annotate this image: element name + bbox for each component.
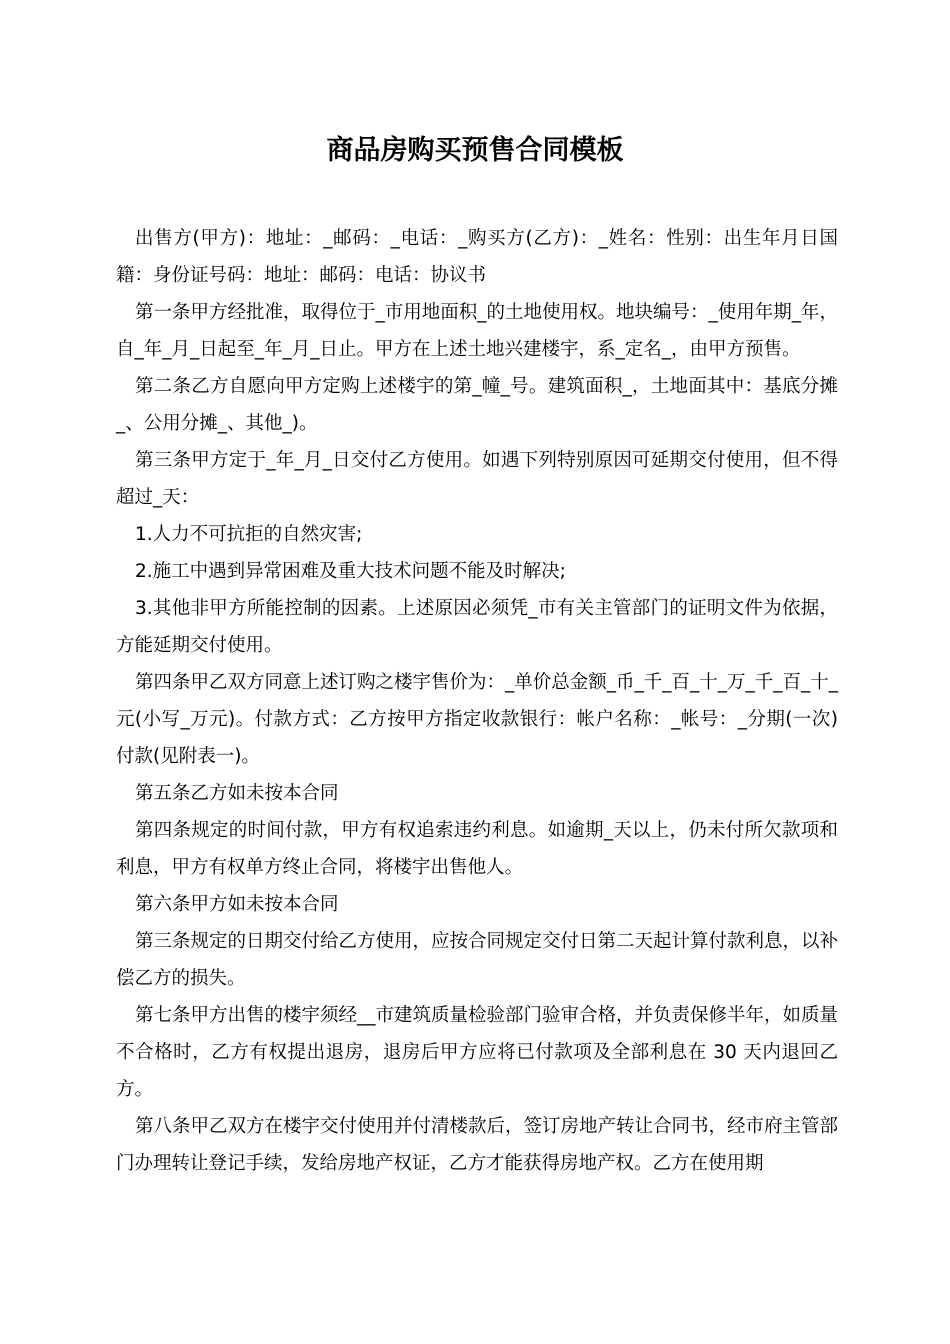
paragraph-article-5-heading: 第五条乙方如未按本合同 xyxy=(135,783,339,804)
paragraph-article-6-heading: 第六条甲方如未按本合同 xyxy=(135,894,339,915)
paragraph-article-3: 第三条甲方定于_年_月_日交付乙方使用。如遇下列特别原因可延期交付使用，但不得超过_天： xyxy=(116,450,838,508)
paragraph-article-6-body: 第三条规定的日期交付给乙方使用，应按合同规定交付日第二天起计算付款利息，以补偿乙方的损失。 xyxy=(116,931,839,989)
paragraph-article-7: 第七条甲方出售的楼宇须经__市建筑质量检验部门验审合格，并负责保修半年，如质量不合格时，乙方有权提出退房，退房后甲方应将已付款项及全部利息在 30 天内退回乙方。 xyxy=(116,1005,839,1100)
paragraph-parties: 出售方(甲方)：地址：_邮码：_电话：_购买方(乙方)：_姓名：性别：出生年月日国籍：身份证号码：地址：邮码：电话：协议书 xyxy=(116,228,838,286)
paragraph-article-5-body: 第四条规定的时间付款，甲方有权追索违约利息。如逾期_天以上，仍未付所欠款项和利息，甲方有权单方终止合同，将楼宇出售他人。 xyxy=(116,820,838,878)
list-item-3: 3.其他非甲方所能控制的因素。上述原因必须凭_市有关主管部门的证明文件为依据，方能延期交付使用。 xyxy=(116,598,838,656)
paragraph-article-1: 第一条甲方经批准，取得位于_市用地面积_的土地使用权。地块编号：_使用年期_年，自_年_月_日起至_年_月_日止。甲方在上述土地兴建楼宇，系_定名_，由甲方预售。 xyxy=(116,302,839,360)
document-title: 商品房购买预售合同模板 xyxy=(326,135,624,166)
paragraph-article-4: 第四条甲乙双方同意上述订购之楼宇售价为：_单价总金额_币_千_百_十_万_千_百_十_元(小写_万元)。付款方式：乙方按甲方指定收款银行：帐户名称：_帐号：_分期(一次)付款(见附表一)。 xyxy=(116,672,839,767)
paragraph-article-8: 第八条甲乙双方在楼宇交付使用并付清楼款后，签订房地产转让合同书，经市府主管部门办理转让登记手续，发给房地产权证，乙方才能获得房地产权。乙方在使用期 xyxy=(116,1116,839,1174)
contract-body xyxy=(116,220,838,1182)
list-item-1: 1.人力不可抗拒的自然灾害; xyxy=(135,524,363,545)
list-item-2: 2.施工中遇到异常困难及重大技术问题不能及时解决; xyxy=(135,561,566,582)
paragraph-article-2: 第二条乙方自愿向甲方定购上述楼宇的第_幢_号。建筑面积_，土地面其中：基底分摊_、公用分摊_、其他_)。 xyxy=(116,376,838,434)
